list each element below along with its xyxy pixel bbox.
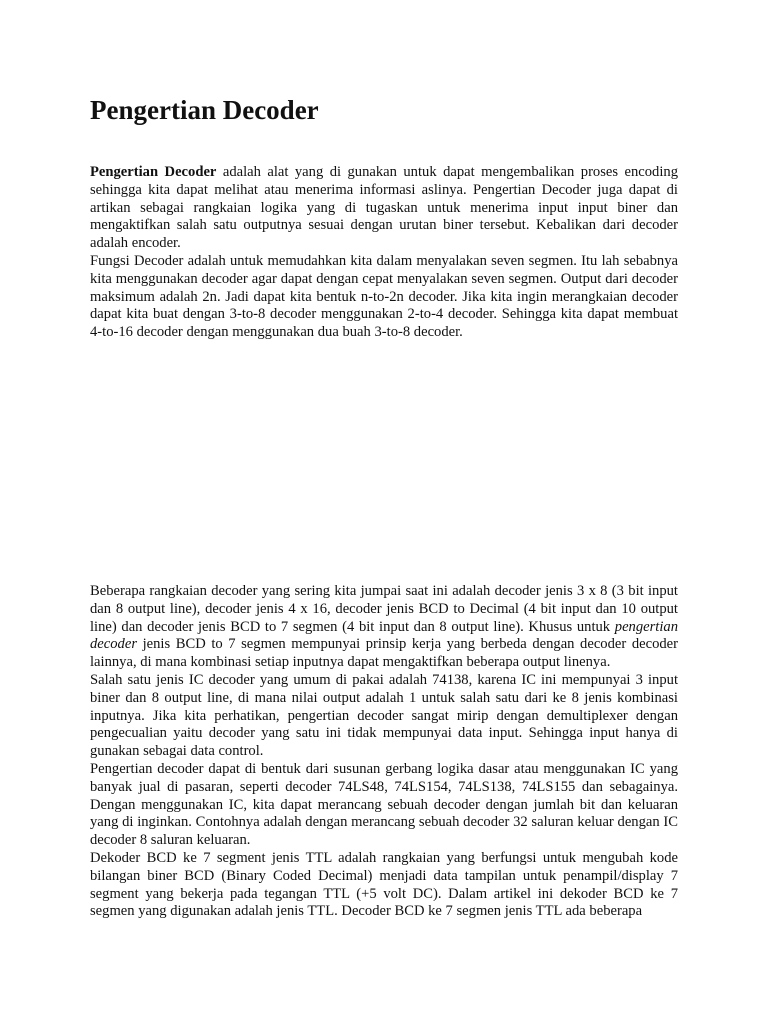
- paragraph-definition: [90, 164, 678, 253]
- paragraph-text: adalah alat yang di gunakan untuk dapat mengembalikan proses encoding sehingga kita dapat melihat atau menerima informasi aslinya. Pengertian Decoder juga dapat di artikan sebagai rangkaian logika yang di tugaskan untuk menerima input input biner dan mengaktifkan salah satu outputnya sesuai dengan urutan biner tersebut. Kebalikan dari decoder adalah encoder.: [90, 164, 678, 252]
- paragraph-ic-74138: Salah satu jenis IC decoder yang umum di pakai adalah 74138, karena IC ini mempunyai 3 input biner dan 8 output line, di mana nilai output adalah 1 untuk salah satu dari ke 8 jenis kombinasi inputnya. Jika kita perhatikan, pengertian decoder sangat mirip dengan demultiplexer dengan pengecualian yaitu decoder yang satu ini tidak mempunyai data input. Sehingga input hanya di gunakan sebagai data control.: [90, 671, 678, 760]
- page-title: Pengertian Decoder: [90, 95, 319, 125]
- paragraph-logic-gates: Pengertian decoder dapat di bentuk dari susunan gerbang logika dasar atau menggunakan IC yang banyak jual di pasaran, seperti decoder 74LS48, 74LS154, 74LS138, 74LS155 dan sebagainya. Dengan menggunakan IC, kita dapat merancang sebuah decoder dengan jumlah bit dan keluaran yang di inginkan. Contohnya adalah dengan merancang sebuah decoder 32 saluran keluar dengan IC decoder 8 saluran keluaran.: [90, 760, 678, 849]
- section-types: [90, 583, 678, 921]
- bold-term: Pengertian Decoder: [90, 164, 217, 180]
- paragraph-decoder-types: [90, 583, 678, 672]
- paragraph-function: Fungsi Decoder adalah untuk memudahkan kita dalam menyalakan seven segmen. Itu lah sebabnya kita menggunakan decoder agar dapat dengan cepat menyalakan seven segmen. Output dari decoder maksimum adalah 2n. Jadi dapat kita bentuk n-to-2n decoder. Jika kita ingin merangkaian decoder dapat kita buat dengan 3-to-8 decoder menggunakan 2-to-4 decoder. Sehingga kita dapat membuat 4-to-16 decoder dengan menggunakan dua buah 3-to-8 decoder.: [90, 252, 678, 341]
- paragraph-text: Beberapa rangkaian decoder yang sering kita jumpai saat ini adalah decoder jenis 3 x 8 (3 bit input dan 8 output line), decoder jenis 4 x 16, decoder jenis BCD to Decimal (4 bit input dan 10 output line) dan decoder jenis BCD to 7 segmen (4 bit input dan 8 output line). Khusus untuk: [90, 583, 678, 635]
- paragraph-bcd-7segment: Dekoder BCD ke 7 segment jenis TTL adalah rangkaian yang berfungsi untuk mengubah kode bilangan biner BCD (Binary Coded Decimal) menjadi data tampilan untuk penampil/display 7 segment yang bekerja pada tegangan TTL (+5 volt DC). Dalam artikel ini dekoder BCD ke 7 segmen yang digunakan adalah jenis TTL. Decoder BCD ke 7 segmen jenis TTL ada beberapa: [90, 849, 678, 920]
- paragraph-text: jenis BCD to 7 segmen mempunyai prinsip kerja yang berbeda dengan decoder decoder lainnya, di mana kombinasi setiap inputnya dapat mengaktifkan beberapa output linenya.: [90, 636, 678, 671]
- italic-term: pengertian decoder: [90, 618, 678, 653]
- section-intro: [90, 164, 678, 342]
